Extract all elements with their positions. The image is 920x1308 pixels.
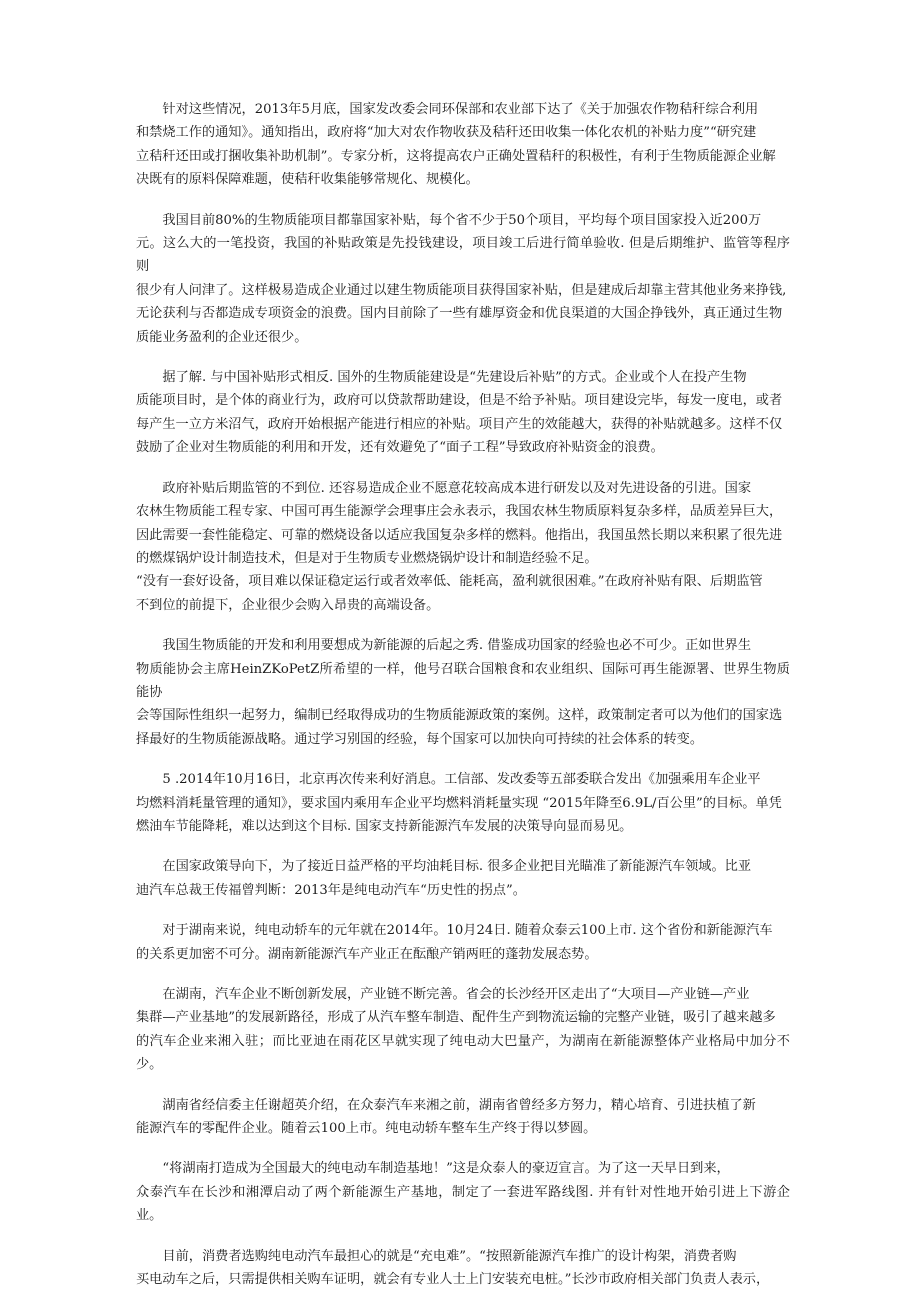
text-line: 农林生物质能工程专家、中国可再生能源学会理事庄会永表示，我国农林生物质原料复杂多样，品质差异巨大，	[136, 504, 783, 520]
paragraph-subsidy-dependence	[136, 209, 790, 349]
text-line: 无论获利与否都造成专项资金的浪费。国内目前除了一些有雄厚资金和优良渠道的大国企挣钱外，真正通过生物	[136, 306, 783, 322]
paragraph-hunan-industry-chain	[136, 983, 790, 1077]
text-line: 我国目前80%的生物质能项目都靠国家补贴，每个省不少于50个项目，平均每个项目国家投入近200万	[162, 212, 762, 228]
paragraph-charging-concerns	[136, 1245, 790, 1292]
paragraph-fuel-consumption	[136, 768, 790, 838]
text-line: “将湖南打造成为全国最大的纯电动车制造基地！”这是众泰人的豪迈宣言。为了这一天早日到来，	[162, 1161, 730, 1177]
text-line: “没有一套好设备，项目难以保证稳定运行或者效率低、能耗高，盈利就很困难。”在政府补贴有限、后期监管	[136, 574, 763, 590]
text-line: 质能项目时，是个体的商业行为，政府可以贷款帮助建设，但是不给予补贴。项目建设完毕，每发一度电，或者	[136, 393, 783, 409]
text-line: 立秸秆还田或打捆收集补助机制”。专家分析，这将提高农户正确处置秸秆的积极性，有利于生物质能源企业解	[136, 148, 776, 164]
text-line: 均燃料消耗量管理的通知》，要求国内乘用车企业平均燃料消耗量实现 “2015年降至6.9L/百公里”的目标。单凭	[136, 795, 782, 811]
text-line: 针对这些情况，2013年5月底，国家发改委会同环保部和农业部下达了《关于加强农作物秸秆综合利用	[162, 102, 759, 117]
text-line: 因此需要一套性能稳定、可靠的燃烧设备以适应我国复杂多样的燃料。他指出，我国虽然长期以来积累了很先进	[136, 527, 783, 543]
text-line: 燃油车节能降耗，难以达到这个目标. 国家支持新能源汽车发展的决策导向显而易见。	[136, 818, 633, 834]
paragraph-ev-turning-point	[136, 855, 790, 902]
text-line: 元。这么大的一笔投资，我国的补贴政策是先投钱建设，项目竣工后进行简单验收. 但是后期维护、监管等程序则	[136, 236, 790, 275]
text-line: 很少有人问津了。这样极易造成企业通过以建生物质能项目获得国家补贴，但是建成后却靠主营其他业务来挣钱,	[136, 282, 787, 298]
text-line: 鼓励了企业对生物质能的利用和开发，还有效避免了“面子工程”导致政府补贴资金的浪费。	[136, 440, 664, 456]
text-line: 我国生物质能的开发和利用要想成为新能源的后起之秀. 借鉴成功国家的经验也必不可少。正如世界生	[162, 638, 752, 654]
text-line: 物质能协会主席HeinZKoPetZ所希望的一样，他号召联合国粮食和农业组织、国际可再生能源署、世界生物质能协	[136, 661, 790, 700]
text-line: 湖南省经信委主任谢超英介绍，在众泰汽车来湘之前，湖南省曾经多方努力，精心培育、引进扶植了新	[162, 1097, 756, 1113]
text-line: 迪汽车总裁王传福曾判断：2013年是纯电动汽车“历史性的拐点”。	[136, 882, 526, 898]
text-line: 在湖南，汽车企业不断创新发展，产业链不断完善。省会的长沙经开区走出了“大项目—产业链—产业	[162, 987, 750, 1002]
text-line: 5 .2014年10月16日，北京再次传来利好消息。工信部、发改委等五部委联合发出《加强乘用车企业平	[162, 772, 761, 788]
paragraph-foreign-subsidy	[136, 366, 790, 460]
text-line: 会等国际性组织一起努力，编制已经取得成功的生物质能源政策的案例。这样，政策制定者可以为他们的国家选	[136, 708, 783, 724]
paragraph-hunan-ev-year	[136, 919, 790, 966]
text-line: 众泰汽车在长沙和湘潭启动了两个新能源生产基地，制定了一套进军路线图. 并有针对性地开始引进上下游企业。	[136, 1184, 790, 1224]
paragraph-supervision	[136, 477, 790, 617]
document-body	[136, 98, 790, 1308]
paragraph-zotye-declaration	[136, 1157, 790, 1227]
text-line: 质能业务盈利的企业还很少。	[136, 329, 308, 345]
text-line: 据了解. 与中国补贴形式相反. 国外的生物质能建设是“先建设后补贴”的方式。企业或个人在投产生物	[162, 370, 747, 386]
text-line: 的燃煤锅炉设计制造技术，但是对于生物质专业燃烧锅炉设计和制造经验不足。	[136, 550, 598, 566]
text-line: 目前，消费者选购纯电动汽车最担心的就是“充电难”。“按照新能源汽车推广的设计构架，消费者购	[162, 1248, 737, 1264]
text-line: 的汽车企业来湘入驻；而比亚迪在雨花区早就实现了纯电动大巴量产，为湖南在新能源整体产业格局中加分不少。	[136, 1033, 790, 1073]
text-line: 集群—产业基地”的发展新路径，形成了从汽车整车制造、配件生产到物流运输的完整产业链，吸引了越来越多	[136, 1010, 776, 1026]
text-line: 每产生一立方米沼气，政府开始根据产能进行相应的补贴。项目产生的效能越大，获得的补贴就越多。这样不仅	[136, 416, 783, 432]
paragraph-parts-suppliers	[136, 1094, 790, 1141]
text-line: 政府补贴后期监管的不到位. 还容易造成企业不愿意花较高成本进行研发以及对先进设备的引进。国家	[162, 480, 752, 496]
paragraph-international-experience	[136, 634, 790, 751]
text-line: 能源汽车的零配件企业。随着云100上市。纯电动轿车整车生产终于得以梦圆。	[136, 1121, 597, 1137]
text-line: 买电动车之后，只需提供相关购车证明，就会有专业人士上门安装充电桩。”长沙市政府相关部门负责人表示，	[136, 1272, 770, 1288]
text-line: 择最好的生物质能源战略。通过学习别国的经验，每个国家可以加快向可持续的社会体系的转变。	[136, 731, 704, 747]
text-line: 和禁烧工作的通知》。通知指出，政府将“加大对农作物收获及秸秆还田收集一体化农机的补贴力度”“研究建	[136, 125, 757, 141]
paragraph-straw-policy	[136, 98, 790, 192]
text-line: 对于湖南来说，纯电动轿车的元年就在2014年。10月24日. 随着众泰云100上市. 这个省份和新能源汽车	[162, 923, 773, 939]
text-line: 在国家政策导向下，为了接近日益严格的平均油耗目标. 很多企业把目光瞄准了新能源汽车领域。比亚	[162, 859, 752, 875]
text-line: 的关系更加密不可分。湖南新能源汽车产业正在酝酿产销两旺的蓬勃发展态势。	[136, 946, 598, 962]
text-line: 不到位的前提下，企业很少会购入昂贵的高端设备。	[136, 597, 440, 613]
text-line: 决既有的原料保障难题，使秸秆收集能够常规化、规模化。	[136, 172, 479, 188]
